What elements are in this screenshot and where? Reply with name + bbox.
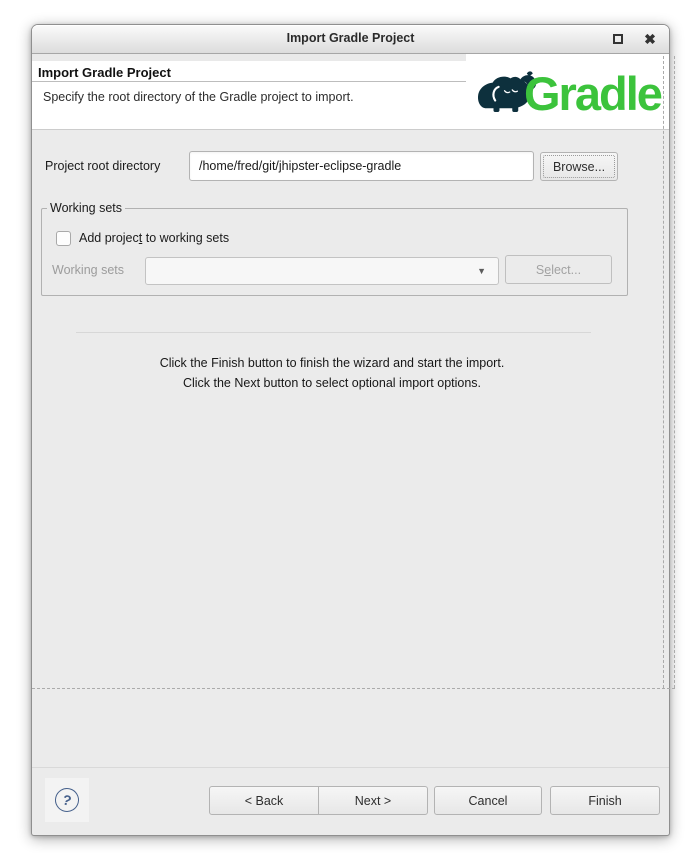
add-to-working-sets-checkbox[interactable]: [56, 231, 71, 246]
select-button[interactable]: [505, 255, 612, 284]
working-sets-group-label: Working sets: [47, 201, 125, 215]
page-title: Import Gradle Project: [38, 65, 171, 80]
cancel-button[interactable]: Cancel: [434, 786, 542, 815]
finish-button[interactable]: Finish: [550, 786, 660, 815]
working-sets-combo-label: Working sets: [52, 263, 125, 277]
label-mnemonic: t: [138, 231, 143, 245]
window-title: Import Gradle Project: [286, 31, 415, 45]
gradle-logo: [466, 54, 668, 129]
working-sets-combo[interactable]: [145, 257, 499, 285]
back-button[interactable]: < Back: [209, 786, 319, 815]
project-root-label: Project root directory: [45, 159, 161, 173]
header-top-strip: [32, 54, 468, 61]
import-gradle-project-dialog: [31, 24, 670, 836]
working-sets-group: [41, 201, 628, 296]
resize-outline-vertical-outer: [674, 56, 675, 688]
chevron-down-icon: ▼: [477, 266, 486, 276]
gradle-logo-text: Gradle: [524, 67, 661, 120]
label-mnemonic: e: [544, 262, 552, 277]
resize-outline-horizontal: [32, 688, 675, 689]
browse-button-label: Browse...: [552, 159, 606, 174]
header-title-underline: [32, 81, 468, 82]
page-description: Specify the root directory of the Gradle project to import.: [43, 90, 354, 104]
next-button[interactable]: Next >: [318, 786, 428, 815]
separator: [76, 332, 591, 333]
help-icon: ?: [52, 785, 81, 814]
wizard-info-text: Click the Finish button to finish the wizard and start the import. Click the Next button to select optional import options.: [159, 356, 505, 390]
maximize-icon[interactable]: [613, 34, 623, 44]
footer-separator: [32, 767, 669, 768]
title-bar[interactable]: [32, 25, 669, 54]
project-root-input[interactable]: [189, 151, 534, 181]
label-part: lect...: [551, 262, 582, 277]
help-button[interactable]: [45, 778, 89, 822]
label-part: S: [535, 262, 545, 277]
wizard-header: [32, 54, 669, 130]
add-to-working-sets-label: [79, 231, 229, 245]
resize-outline-vertical-inner: [663, 56, 664, 688]
label-part: Add projec: [79, 231, 139, 245]
browse-button[interactable]: [540, 152, 618, 181]
label-part: to working sets: [142, 231, 230, 245]
close-icon[interactable]: ✖: [644, 31, 656, 47]
